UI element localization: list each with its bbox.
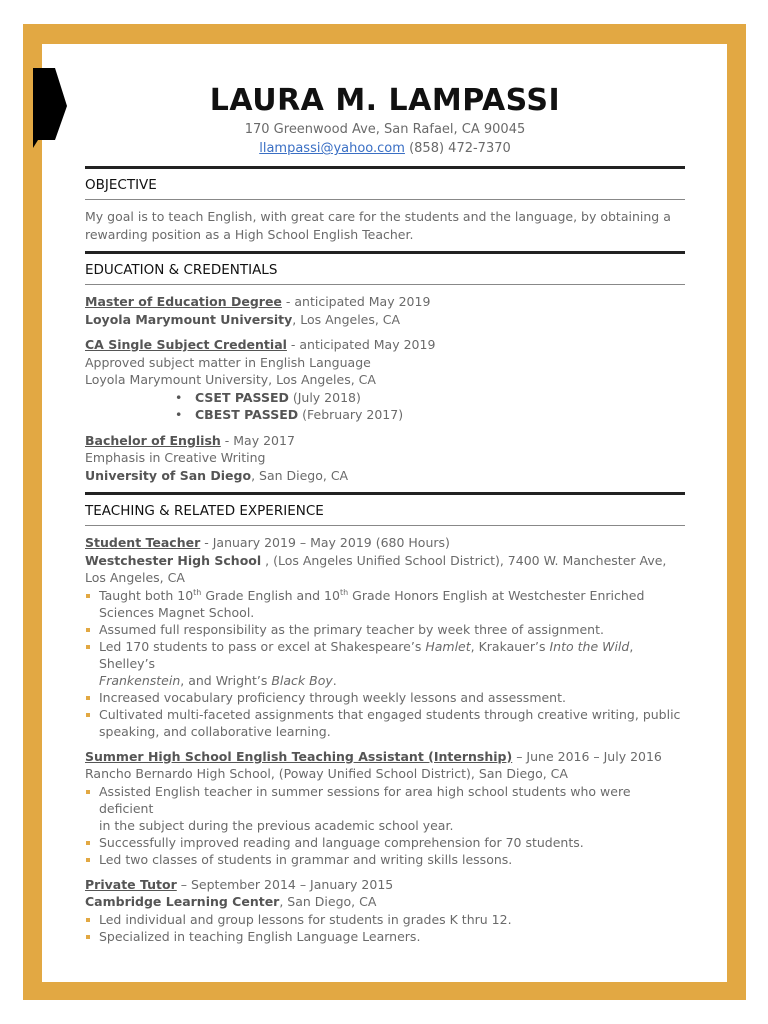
list-item: • CSET PASSED (July 2018) xyxy=(175,389,685,407)
list-item: Successfully improved reading and language comprehension for 70 students. xyxy=(85,834,685,851)
list-item: Cultivated multi-faceted assignments that engaged students through creative writing, public speaking, and collaborative learning. xyxy=(85,706,685,740)
objective-section xyxy=(85,166,685,243)
section-title: EDUCATION & CREDENTIALS xyxy=(85,262,278,278)
education-section xyxy=(85,251,685,484)
contact-line xyxy=(85,139,685,158)
job-private-tutor: Private Tutor – September 2014 – January 2015 Cambridge Learning Center, San Diego, CA Led individual and group lessons for students in grades K thru 12. Specialized in teaching English Language Learners. xyxy=(85,876,685,945)
job-teaching-assistant: Summer High School English Teaching Assistant (Internship) – June 2016 – July 2016 Rancho Bernardo High School, (Poway Unified School District), San Diego, CA Assisted English teacher in summer sessions for area high school students who were deficient in the subject during the previous academic school year. Successfully improved reading and language comprehension for 70 students. Led two classes of students in grammar and writing skills lessons. xyxy=(85,748,685,868)
address: 170 Greenwood Ave, San Rafael, CA 90045 xyxy=(244,122,526,137)
black-tab-marker xyxy=(33,68,69,150)
list-item: Assisted English teacher in summer sessions for area high school students who were deficient in the subject during the previous academic school year. xyxy=(85,783,685,834)
list-item: • CBEST PASSED (February 2017) xyxy=(175,406,685,424)
candidate-name: LAURA M. LAMPASSI xyxy=(209,83,561,118)
list-item: Increased vocabulary proficiency through weekly lessons and assessment. xyxy=(85,689,685,706)
job-student-teacher: Student Teacher - January 2019 – May 2019 (680 Hours) Westchester High School , (Los Angeles Unified School District), 7400 W. Manchester Ave, Los Angeles, CA Taught both 10th Grade English and 10th Grade Honors English at Westchester Enriched Sciences Magnet School. Assumed full responsibility as the primary teacher by week three of assignment. Led 170 students to pass or excel at Shakespeare’s Hamlet, Krakauer’s Into the Wild, Shelley’s Frankenstein, and Wright’s Black Boy. Increased vocabulary proficiency through weekly lessons and assessment. Cultivated multi-faceted assignments that engaged students through creative writing, public speaking, and collaborative learning. xyxy=(85,534,685,740)
duties-list xyxy=(85,911,685,945)
objective-text: My goal is to teach English, with great care for the students and the language, by obtaining a rewarding position as a High School English Teacher. xyxy=(85,209,671,242)
bachelor-entry: Bachelor of English - May 2017 Emphasis in Creative Writing University of San Diego, San Diego, CA xyxy=(85,432,349,483)
list-item: Led 170 students to pass or excel at Shakespeare’s Hamlet, Krakauer’s Into the Wild, Shelley’s Frankenstein, and Wright’s Black Boy. xyxy=(85,638,685,689)
resume-content xyxy=(85,82,685,945)
list-item: Assumed full responsibility as the primary teacher by week three of assignment. xyxy=(85,621,685,638)
list-item: Led individual and group lessons for students in grades K thru 12. xyxy=(85,911,685,928)
phone: (858) 472-7370 xyxy=(409,141,511,156)
credential-entry: CA Single Subject Credential - anticipated May 2019 Approved subject matter in English Language Loyola Marymount University, Los Angeles, CA • CSET PASSED (July 2018) • CBEST PASSED (February 2017) xyxy=(85,336,685,424)
duties-list xyxy=(85,783,685,868)
duties-list xyxy=(85,587,685,740)
list-item: Specialized in teaching English Language Learners. xyxy=(85,928,685,945)
email-link[interactable]: llampassi@yahoo.com xyxy=(259,141,405,156)
exam-list xyxy=(85,389,685,424)
experience-section xyxy=(85,492,685,945)
section-title: TEACHING & RELATED EXPERIENCE xyxy=(85,503,324,519)
section-title: OBJECTIVE xyxy=(85,177,157,193)
list-item: Led two classes of students in grammar and writing skills lessons. xyxy=(85,851,685,868)
list-item: Taught both 10th Grade English and 10th Grade Honors English at Westchester Enriched Sciences Magnet School. xyxy=(85,587,685,621)
masters-entry: Master of Education Degree - anticipated May 2019 Loyola Marymount University, Los Angeles, CA xyxy=(85,294,431,327)
